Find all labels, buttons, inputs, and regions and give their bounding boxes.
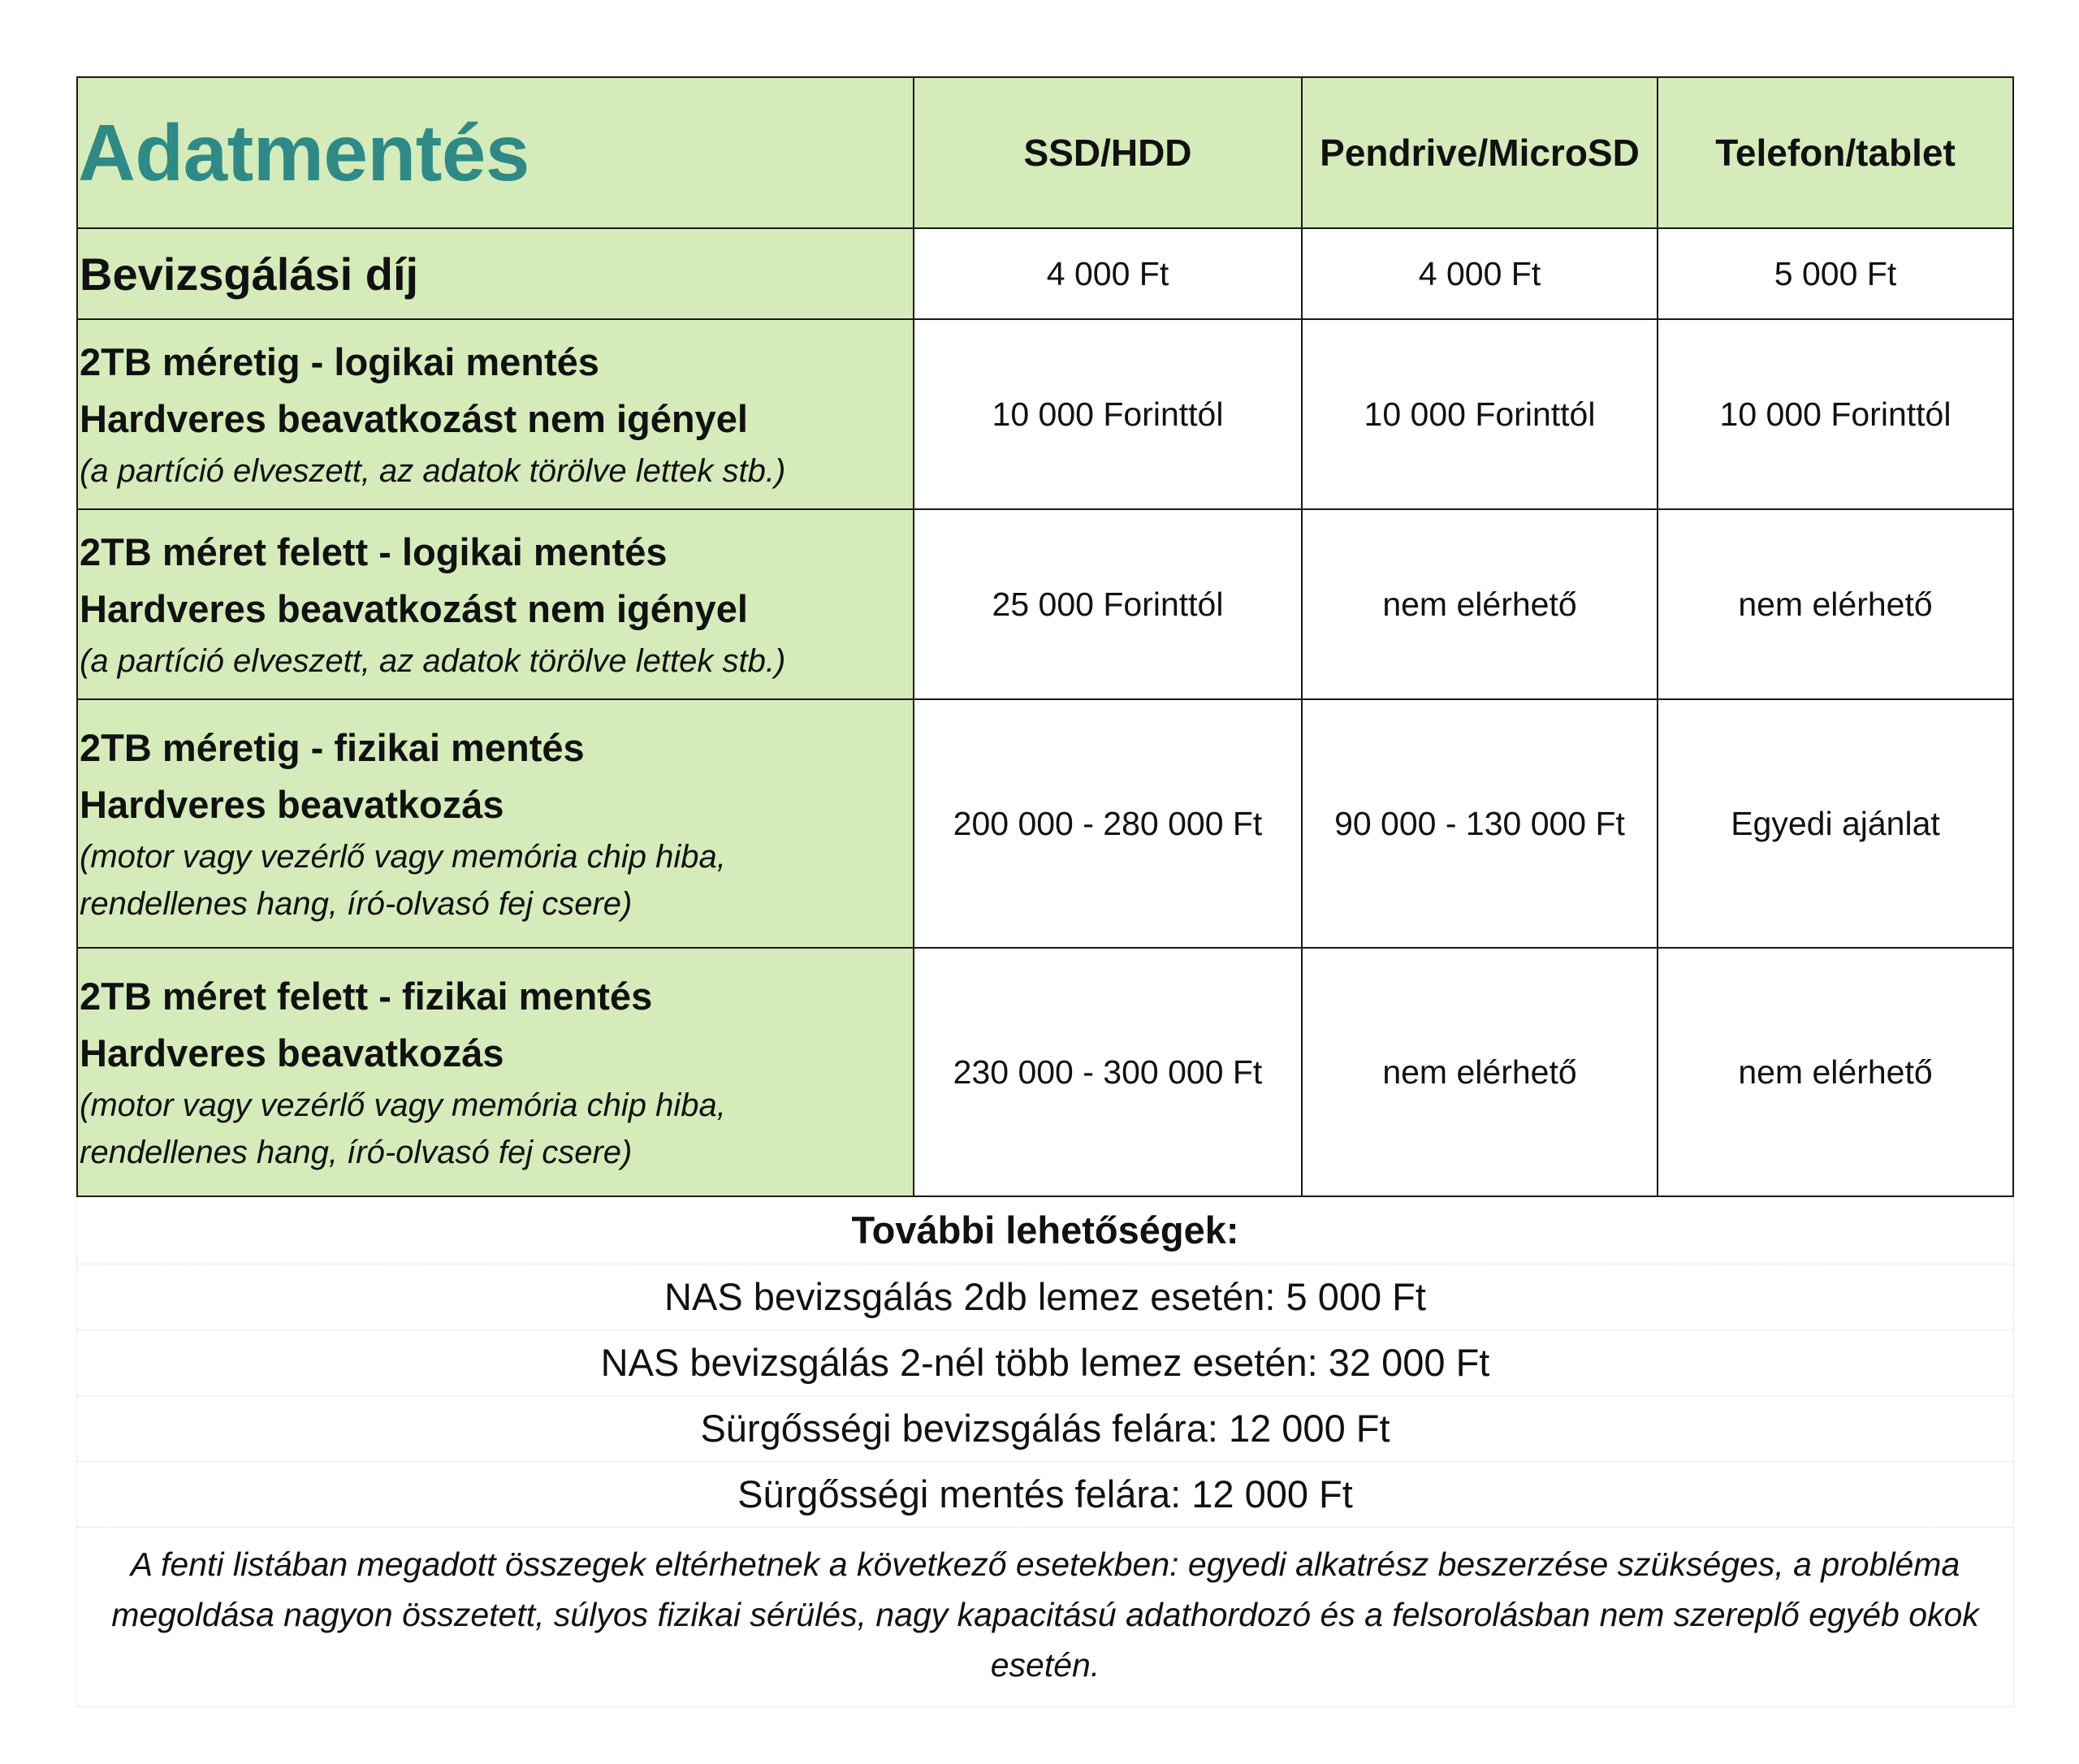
price-cell: nem elérhető bbox=[1658, 509, 2013, 699]
price-cell: 10 000 Forinttól bbox=[914, 319, 1302, 509]
table-row bbox=[77, 699, 2013, 948]
extras-item: NAS bevizsgálás 2-nél több lemez esetén: 32 000 Ft bbox=[77, 1330, 2013, 1396]
extras-item: Sürgősségi mentés felára: 12 000 Ft bbox=[77, 1462, 2013, 1528]
table-row bbox=[77, 228, 2013, 319]
price-cell: nem elérhető bbox=[1302, 948, 1658, 1196]
row-note: (a partíció elveszett, az adatok törölve lettek stb.) bbox=[80, 453, 786, 489]
price-cell: 230 000 - 300 000 Ft bbox=[914, 948, 1302, 1196]
row-note: (motor vagy vezérlő vagy memória chip hiba, rendellenes hang, író-olvasó fej csere) bbox=[80, 1087, 726, 1170]
column-header-pendrive-microsd: Pendrive/MicroSD bbox=[1302, 77, 1658, 228]
column-header-ssd-hdd: SSD/HDD bbox=[914, 77, 1302, 228]
price-cell: 4 000 Ft bbox=[914, 228, 1302, 319]
row-note: (motor vagy vezérlő vagy memória chip hiba, rendellenes hang, író-olvasó fej csere) bbox=[80, 839, 726, 922]
price-cell: 5 000 Ft bbox=[1658, 228, 2013, 319]
table-row bbox=[77, 948, 2013, 1196]
footnote: A fenti listában megadott összegek eltérhetnek a következő esetekben: egyedi alkatrész beszerzése szükséges, a probléma megoldása nagyon összetett, súlyos fizikai sérülés, nagy kapacitású adathordozó és a felsorolásban nem szereplő egyéb okok esetén. bbox=[77, 1528, 2013, 1707]
table-title: Adatmentés bbox=[77, 77, 914, 228]
price-cell: 90 000 - 130 000 Ft bbox=[1302, 699, 1658, 948]
row-label: 2TB méretig - logikai mentés bbox=[80, 340, 599, 383]
row-label-cell bbox=[77, 228, 914, 319]
row-label-cell bbox=[77, 319, 914, 509]
row-sublabel: Hardveres beavatkozás bbox=[80, 783, 504, 826]
price-cell: 4 000 Ft bbox=[1302, 228, 1658, 319]
table-row bbox=[77, 319, 2013, 509]
row-sublabel: Hardveres beavatkozást nem igényel bbox=[80, 587, 748, 630]
price-cell: nem elérhető bbox=[1302, 509, 1658, 699]
extras-heading: További lehetőségek: bbox=[77, 1197, 2013, 1265]
row-label: 2TB méretig - fizikai mentés bbox=[80, 726, 585, 769]
row-label-cell bbox=[77, 699, 914, 948]
price-sheet bbox=[76, 76, 2012, 1707]
header-row bbox=[77, 77, 2013, 228]
price-cell: 10 000 Forinttól bbox=[1302, 319, 1658, 509]
price-table bbox=[76, 76, 2014, 1197]
row-label-cell bbox=[77, 948, 914, 1196]
price-cell: 200 000 - 280 000 Ft bbox=[914, 699, 1302, 948]
column-header-telefon-tablet: Telefon/tablet bbox=[1658, 77, 2013, 228]
price-cell: Egyedi ajánlat bbox=[1658, 699, 2013, 948]
row-sublabel: Hardveres beavatkozás bbox=[80, 1031, 504, 1074]
extras-item: Sürgősségi bevizsgálás felára: 12 000 Ft bbox=[77, 1396, 2013, 1462]
row-label: Bevizsgálási díj bbox=[80, 248, 419, 300]
row-label: 2TB méret felett - fizikai mentés bbox=[80, 975, 653, 1018]
extras-item: NAS bevizsgálás 2db lemez esetén: 5 000 Ft bbox=[77, 1265, 2013, 1330]
row-sublabel: Hardveres beavatkozást nem igényel bbox=[80, 397, 748, 440]
row-label-cell bbox=[77, 509, 914, 699]
table-row bbox=[77, 509, 2013, 699]
row-note: (a partíció elveszett, az adatok törölve lettek stb.) bbox=[80, 643, 786, 679]
price-cell: 10 000 Forinttól bbox=[1658, 319, 2013, 509]
price-cell: nem elérhető bbox=[1658, 948, 2013, 1196]
price-cell: 25 000 Forinttól bbox=[914, 509, 1302, 699]
row-label: 2TB méret felett - logikai mentés bbox=[80, 530, 668, 573]
extras-section bbox=[76, 1197, 2014, 1707]
